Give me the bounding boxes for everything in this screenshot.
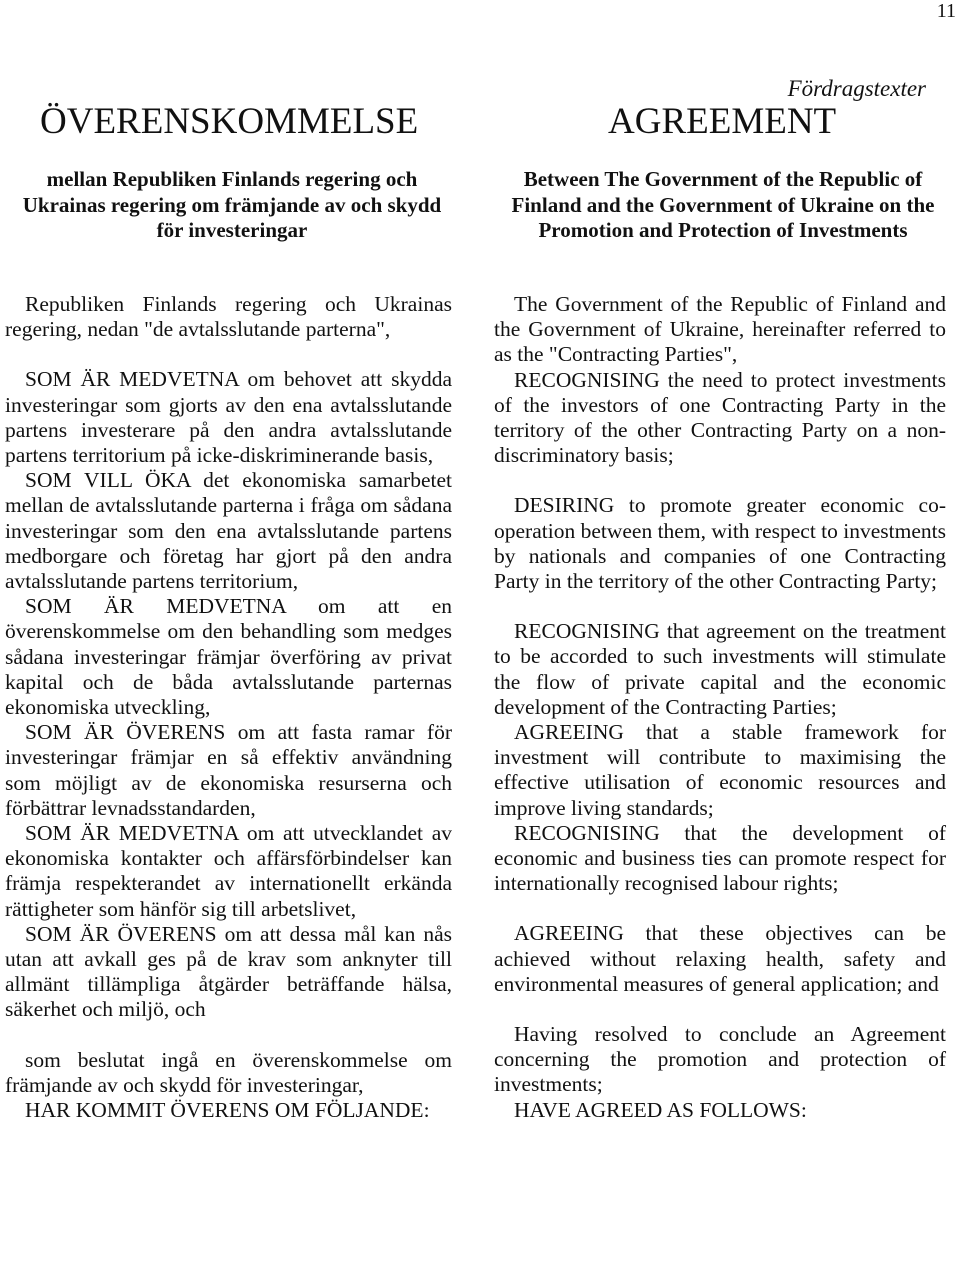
english-paragraph: AGREEING that a stable framework for investment will contribute to maximising the effective utilisation of economic resources and improve living standards; [494, 720, 946, 820]
swedish-paragraph: SOM ÄR MEDVETNA om att en överenskommelse om den behandling som medges sådana investeringar främjar överföring av privat kapital och de båda avtalsslutande parternas ekonomiska utveckling, [5, 594, 452, 720]
swedish-paragraph: som beslutat ingå en överenskommelse om främjande av och skydd för investeringar, [5, 1047, 452, 1097]
english-column [494, 292, 946, 1123]
english-paragraph: Having resolved to conclude an Agreement concerning the promotion and protection of investments; [494, 1022, 946, 1097]
swedish-title: ÖVERENSKOMMELSE [40, 101, 419, 142]
swedish-paragraph: SOM ÄR ÖVERENS om att dessa mål kan nås utan att avkall ges på de krav som anknyter till allmänt tillämpliga åtgärder beträffande hälsa, säkerhet och miljö, och [5, 921, 452, 1022]
english-paragraph: DESIRING to promote greater economic co-operation between them, with respect to investments by nationals and companies of one Contracting Party in the territory of the other Contracting Party; [494, 493, 946, 594]
english-paragraph: HAVE AGREED AS FOLLOWS: [514, 1097, 807, 1122]
swedish-paragraph: HAR KOMMIT ÖVERENS OM FÖLJANDE: [25, 1098, 430, 1123]
swedish-paragraph: SOM ÄR MEDVETNA om behovet att skydda investeringar som gjorts av den ena avtalsslutande partens investerare på den andra avtalsslutande partens territorium på icke-diskriminerande basis, [5, 367, 452, 468]
english-paragraph: The Government of the Republic of Finland and the Government of Ukraine, hereinafter referred to as the "Contracting Parties", [494, 292, 946, 367]
swedish-paragraph: SOM VILL ÖKA det ekonomiska samarbetet mellan de avtalsslutande parterna i fråga om sådana investeringar som den ena avtalsslutande partens medborgare och företag har gjort på den andra avtalsslutande partens territorium, [5, 468, 452, 594]
page-number: 11 [936, 0, 956, 22]
swedish-subtitle: mellan Republiken Finlands regering och Ukrainas regering om främjande av och skydd för investeringar [22, 167, 442, 242]
swedish-paragraph: SOM ÄR MEDVETNA om att utvecklandet av ekonomiska kontakter och affärsförbindelser kan främja respekterandet av internationellt erkända rättigheter som hänför sig till arbetslivet, [5, 821, 452, 921]
running-header: Fördragstexter [787, 76, 926, 101]
english-paragraph: RECOGNISING that the development of economic and business ties can promote respect for internationally recognised labour rights; [494, 820, 946, 896]
english-subtitle: Between The Government of the Republic of Finland and the Government of Ukraine on the Promotion and Protection of Investments [511, 167, 935, 242]
english-paragraph: RECOGNISING the need to protect investments of the investors of one Contracting Party in the territory of the other Contracting Party on a non-discriminatory basis; [494, 367, 946, 468]
swedish-paragraph: SOM ÄR ÖVERENS om att fasta ramar för investeringar främjar en så effektiv användning som möjligt av de ekonomiska resurserna och förbättrar levnadsstandarden, [5, 720, 452, 820]
swedish-paragraph: Republiken Finlands regering och Ukrainas regering, nedan "de avtalsslutande parterna", [5, 292, 452, 342]
english-paragraph: AGREEING that these objectives can be achieved without relaxing health, safety and environmental measures of general application; and [494, 921, 946, 996]
english-title: AGREEMENT [608, 101, 837, 142]
english-paragraph: RECOGNISING that agreement on the treatment to be accorded to such investments will stimulate the flow of private capital and the economic development of the Contracting Parties; [494, 619, 946, 719]
swedish-column [5, 292, 452, 1123]
